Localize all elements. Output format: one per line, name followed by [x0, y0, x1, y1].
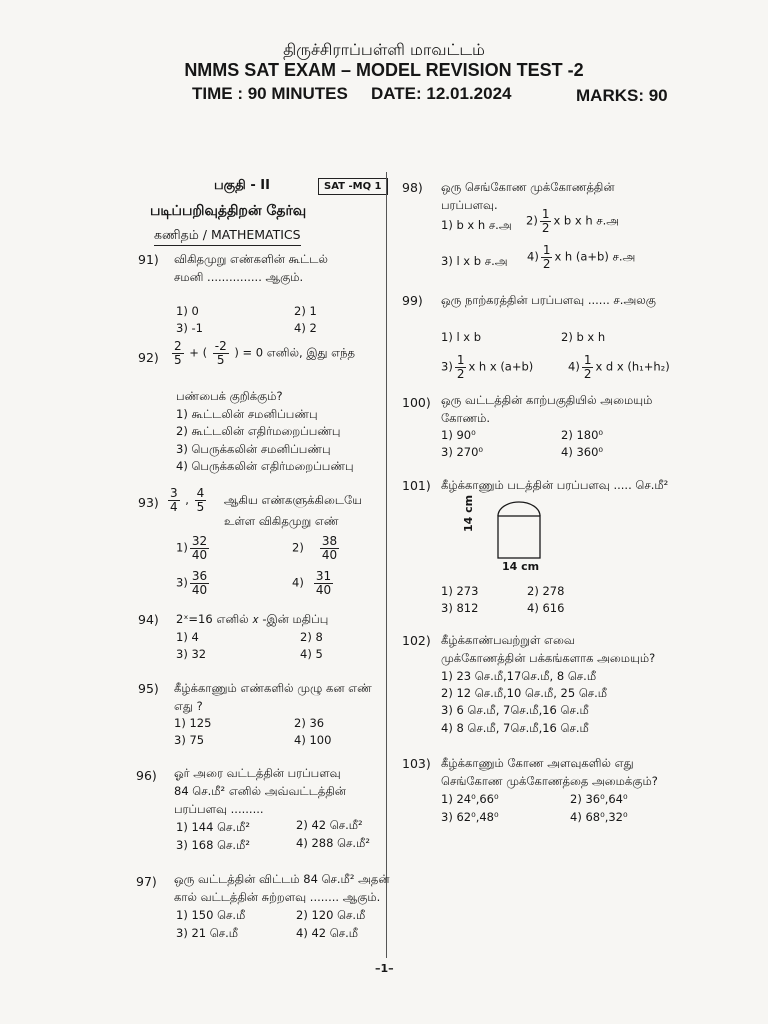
q103-option-3: 3) 62⁰,48⁰: [441, 810, 499, 824]
exam-time: TIME : 90 MINUTES: [192, 84, 348, 103]
q92-option-3: 3) பெருக்கலின் சமனிப்பண்பு: [176, 442, 331, 456]
q96-option-4: 4) 288 செ.மீ²: [296, 836, 370, 850]
q98-option-3: 3) l x b ச.அ: [441, 254, 508, 268]
q94-text: 2ˣ=16 எனில் 𝑥 -இன் மதிப்பு: [176, 612, 329, 626]
q97-option-2: 2) 120 செ.மீ: [296, 908, 366, 922]
q95-option-2: 2) 36: [294, 716, 325, 730]
q99-option-3: 3) $\frac{1}{2}$ x h x (a+b): [441, 353, 534, 381]
q102-number: 102): [402, 633, 431, 648]
q101-square: [498, 516, 540, 558]
q94-option-1: 1) 4: [176, 630, 199, 644]
q95-number: 95): [138, 681, 159, 696]
q103-text-line2: செங்கோண முக்கோணத்தை அமைக்கும்?: [441, 774, 658, 788]
q101-option-1: 1) 273: [441, 584, 479, 598]
q100-option-2: 2) 180⁰: [561, 428, 604, 442]
q93-question: $\frac{3}{4}$ , $\frac{4}{5}$ ஆகிய எண்களுக்கிடையே: [170, 486, 363, 514]
q99-number: 99): [402, 293, 423, 308]
q101-option-2: 2) 278: [527, 584, 565, 598]
q103-text-line1: கீழ்க்காணும் கோண அளவுகளில் எது: [441, 756, 634, 770]
q91-text-line2: சமனி ............... ஆகும்.: [174, 270, 304, 284]
q91-option-3: 3) -1: [176, 321, 203, 335]
q99-option-2: 2) b x h: [561, 330, 606, 344]
q100-option-3: 3) 270⁰: [441, 445, 484, 459]
q96-text-line2: 84 செ.மீ² எனில் அவ்வட்டத்தின்: [174, 784, 346, 798]
q102-option-3: 3) 6 செ.மீ, 7செ.மீ,16 செ.மீ: [441, 703, 589, 717]
q96-option-2: 2) 42 செ.மீ²: [296, 818, 363, 832]
q96-text-line3: பரப்பளவு .........: [174, 802, 264, 816]
q103-option-1: 1) 24⁰,66⁰: [441, 792, 499, 806]
q102-option-2: 2) 12 செ.மீ,10 செ.மீ, 25 செ.மீ: [441, 686, 608, 700]
q92-text-line2: பண்பைக் குறிக்கும்?: [176, 389, 283, 403]
q94-option-3: 3) 32: [176, 647, 207, 661]
q96-text-line1: ஓர் அரை வட்டத்தின் பரப்பளவு: [174, 766, 341, 780]
q99-option-1: 1) l x b: [441, 330, 482, 344]
page-number: –1–: [375, 962, 394, 975]
q98-text-line2: பரப்பளவு.: [441, 198, 498, 212]
q97-option-4: 4) 42 செ.மீ: [296, 926, 359, 940]
q98-number: 98): [402, 180, 423, 195]
q96-number: 96): [136, 768, 157, 783]
q97-text-line2: கால் வட்டத்தின் சுற்றளவு ........ ஆகும்.: [174, 890, 381, 904]
q97-option-3: 3) 21 செ.மீ: [176, 926, 239, 940]
exam-date: DATE: 12.01.2024: [371, 84, 512, 103]
q99-option-4: 4) $\frac{1}{2}$ x d x (h₁+h₂): [568, 353, 670, 381]
q98-text-line1: ஒரு செங்கோண முக்கோணத்தின்: [441, 180, 615, 194]
q93-text-line2: உள்ள விகிதமுறு எண்: [224, 514, 339, 528]
q96-option-1: 1) 144 செ.மீ²: [176, 820, 250, 834]
q95-text-line2: எது ?: [174, 699, 203, 713]
q92-option-2: 2) கூட்டலின் எதிர்மறைப்பண்பு: [176, 424, 341, 438]
q93-option-2: 2) $\frac{38}{40}$: [292, 534, 338, 562]
q101-height-label: 14 cm: [462, 494, 475, 532]
q102-option-1: 1) 23 செ.மீ,17செ.மீ, 8 செ.மீ: [441, 669, 597, 683]
q92-fraction-a: $\frac{2}{5}$: [174, 339, 182, 367]
q100-option-1: 1) 90⁰: [441, 428, 476, 442]
section-code-box: SAT -MQ 1: [318, 178, 388, 195]
q91-option-1: 1) 0: [176, 304, 199, 318]
q91-number: 91): [138, 252, 159, 267]
test-name: படிப்பறிவுத்திறன் தேர்வு: [150, 203, 307, 219]
q94-option-2: 2) 8: [300, 630, 323, 644]
q102-option-4: 4) 8 செ.மீ, 7செ.மீ,16 செ.மீ: [441, 721, 589, 735]
q92-option-4: 4) பெருக்கலின் எதிர்மறைப்பண்பு: [176, 459, 354, 473]
q103-option-2: 2) 36⁰,64⁰: [570, 792, 628, 806]
district-title: திருச்சிராப்பள்ளி மாவட்டம்: [283, 40, 485, 59]
q101-option-4: 4) 616: [527, 601, 565, 615]
q101-width-label: 14 cm: [502, 560, 540, 573]
q93-number: 93): [138, 495, 159, 510]
q98-option-2: 2) $\frac{1}{2}$ x b x h ச.அ: [526, 207, 620, 235]
q102-text-line1: கீழ்க்காண்பவற்றுள் எவை: [441, 633, 575, 647]
q92-fraction-b: $\frac{-2}{5}$: [214, 339, 227, 367]
q103-number: 103): [402, 756, 431, 771]
q101-option-3: 3) 812: [441, 601, 479, 615]
q94-number: 94): [138, 612, 159, 627]
q92-number: 92): [138, 350, 159, 365]
q93-fraction-a: $\frac{3}{4}$: [170, 486, 178, 514]
part-label: பகுதி - II: [214, 178, 270, 193]
q97-option-1: 1) 150 செ.மீ: [176, 908, 246, 922]
q101-text-line1: கீழ்க்காணும் படத்தின் பரப்பளவு ..... செ.மீ²: [441, 478, 669, 492]
subject-title: கணிதம் / MATHEMATICS: [154, 227, 301, 246]
q95-option-1: 1) 125: [174, 716, 212, 730]
q100-option-4: 4) 360⁰: [561, 445, 604, 459]
q94-option-4: 4) 5: [300, 647, 323, 661]
column-divider: [386, 172, 387, 958]
q93-option-3: 3) $\frac{36}{40}$: [176, 569, 208, 597]
q102-text-line2: முக்கோணத்தின் பக்கங்களாக அமையும்?: [441, 651, 656, 665]
exam-marks: MARKS: 90: [576, 86, 668, 105]
q91-option-2: 2) 1: [294, 304, 317, 318]
q92-option-1: 1) கூட்டலின் சமனிப்பண்பு: [176, 407, 318, 421]
q100-text-line1: ஒரு வட்டத்தின் காற்பகுதியில் அமையும்: [441, 393, 653, 407]
q97-text-line1: ஒரு வட்டத்தின் விட்டம் 84 செ.மீ² அதன்: [174, 872, 390, 886]
q97-number: 97): [136, 874, 157, 889]
q91-text-line1: விகிதமுறு எண்களின் கூட்டல்: [174, 252, 328, 266]
q91-option-4: 4) 2: [294, 321, 317, 335]
q95-text-line1: கீழ்க்காணும் எண்களில் முழு கன எண்: [174, 681, 372, 695]
q95-option-4: 4) 100: [294, 733, 332, 747]
q96-option-3: 3) 168 செ.மீ²: [176, 838, 250, 852]
q98-option-4: 4) $\frac{1}{2}$ x h (a+b) ச.அ: [527, 243, 636, 271]
q93-fraction-b: $\frac{4}{5}$: [196, 486, 205, 514]
q101-semicircle: [498, 502, 540, 516]
q95-option-3: 3) 75: [174, 733, 205, 747]
q93-option-4: 4) $\frac{31}{40}$: [292, 569, 332, 597]
q99-text-line1: ஒரு நாற்கரத்தின் பரப்பளவு ...... ச.அலகு: [441, 293, 656, 307]
q93-option-1: 1) $\frac{32}{40}$: [176, 534, 208, 562]
q103-option-4: 4) 68⁰,32⁰: [570, 810, 628, 824]
q98-option-1: 1) b x h ச.அ: [441, 218, 512, 232]
q100-number: 100): [402, 395, 431, 410]
exam-title: NMMS SAT EXAM – MODEL REVISION TEST -2: [184, 60, 584, 80]
q92-equation: $\frac{2}{5}$ + ( $\frac{-2}{5}$ ) = 0 எனில், இது எந்த: [174, 339, 356, 367]
q101-number: 101): [402, 478, 431, 493]
q100-text-line2: கோணம்.: [441, 411, 491, 425]
